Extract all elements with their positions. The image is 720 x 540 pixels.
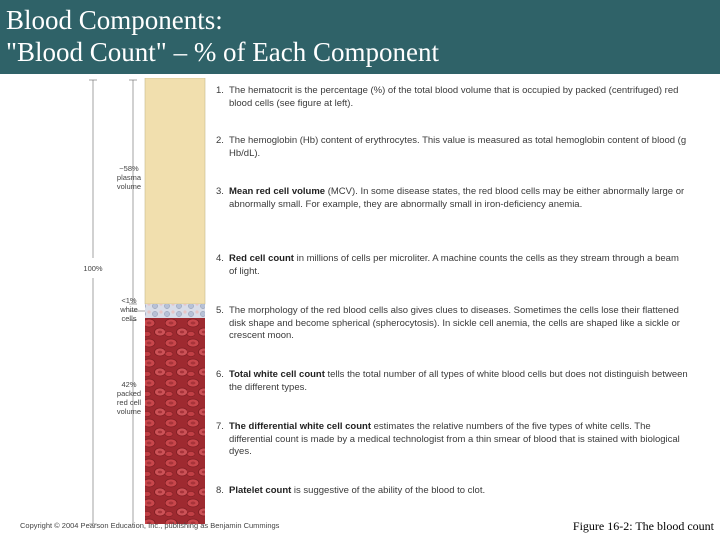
red-cell-word: red cell (116, 398, 142, 407)
title-bar (0, 0, 720, 74)
item-number: 6. (216, 369, 224, 380)
item-text (229, 85, 689, 110)
copyright-notice: Copyright © 2004 Pearson Education, Inc., publishing as Benjamin Cummings (20, 521, 280, 530)
cells-word: cells (121, 314, 137, 323)
item-body: is suggestive of the ability of the blood to clot. (291, 485, 486, 496)
item-text (229, 421, 689, 459)
item-text (229, 305, 689, 343)
white-word: white (120, 305, 138, 314)
item-bold-term: The differential white cell count (229, 421, 371, 432)
item-body: in millions of cells per microliter. A machine counts the cells as they stream through a beam of light. (229, 253, 679, 277)
item-number: 4. (216, 253, 224, 264)
red-percent: 42% (121, 380, 137, 389)
plasma-percent: ~58% (119, 164, 139, 173)
white-cells-label (111, 296, 147, 323)
red-cell-volume-label (111, 380, 147, 416)
packed-red-cells-layer (145, 318, 205, 524)
plasma-layer (145, 78, 205, 304)
item-bold-term: Total white cell count (229, 369, 325, 380)
item-number: 3. (216, 186, 224, 197)
slide-title-line-2: "Blood Count" – % of Each Component (6, 37, 440, 67)
item-number: 8. (216, 485, 224, 496)
plasma-word: plasma (116, 173, 142, 182)
packed-word: packed (116, 389, 142, 398)
item-bold-term: Red cell count (229, 253, 294, 264)
item-body: The morphology of the red blood cells also gives clues to diseases. Sometimes the cells lose their flattened disk shape and become spherical (spherocytosis). In sickle cell anemia, the cells are shaped like a sickle or crescent moon. (229, 305, 680, 341)
item-bold-term: Mean red cell volume (229, 186, 326, 197)
total-volume-label: 100% (83, 264, 103, 273)
item-number: 5. (216, 305, 224, 316)
buffy-coat-layer (145, 304, 205, 318)
slide-title-line-1: Blood Components: (6, 5, 223, 35)
item-number: 2. (216, 135, 224, 146)
volume-word: volume (116, 407, 142, 416)
figure-caption: Figure 16-2: The blood count (572, 519, 714, 533)
white-percent: <1% (121, 296, 137, 305)
item-bold-term: Platelet count (229, 485, 292, 496)
item-text (229, 369, 689, 394)
plasma-volume-label (111, 164, 147, 191)
item-text (229, 485, 689, 498)
item-text (229, 135, 689, 160)
item-body: tells the total number of all types of white blood cells but does not distinguish between the different types. (229, 369, 688, 393)
plasma-volume-word: volume (116, 182, 142, 191)
hematocrit-figure (55, 78, 215, 524)
item-text (229, 186, 689, 211)
item-body: The hematocrit is the percentage (%) of the total blood volume that is occupied by packed (centrifuged) red blood cells (see figure at left). (229, 85, 679, 109)
item-number: 7. (216, 421, 224, 432)
item-text (229, 253, 689, 278)
item-number: 1. (216, 85, 224, 96)
item-body: The hemoglobin (Hb) content of erythrocytes. This value is measured as total hemoglobin content of blood (g Hb/dL). (229, 135, 687, 159)
item-body: (MCV). In some disease states, the red blood cells may be either abnormally large or abnormally small. For example, they are abnormally small in iron-deficiency anemia. (229, 186, 685, 210)
item-body: estimates the relative numbers of the five types of white cells. The differential count is made by a medical technologist from a thin smear of blood that is stained with biological dyes. (229, 421, 680, 457)
